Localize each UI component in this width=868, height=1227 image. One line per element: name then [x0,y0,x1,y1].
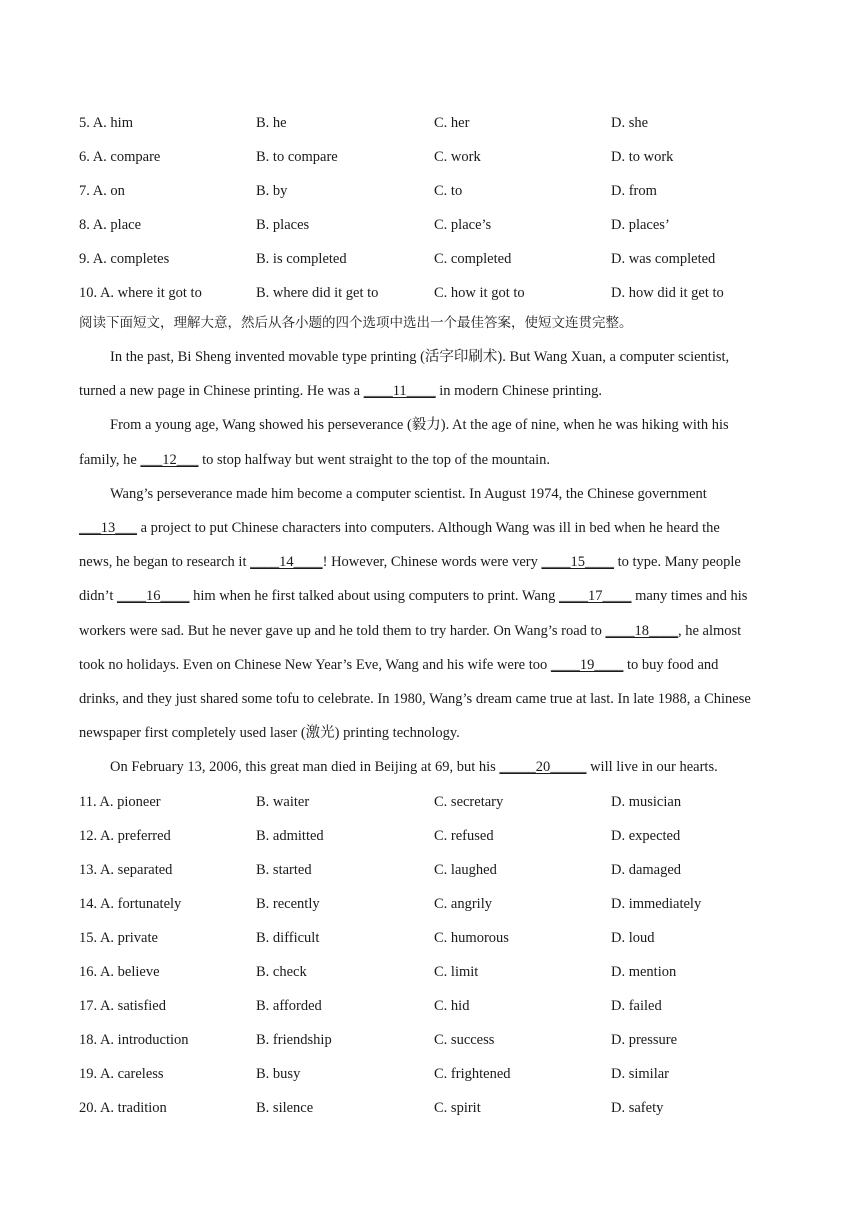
option-d: D. mention [611,963,677,980]
option-d: D. damaged [611,861,682,878]
blank-16: ____16____ [117,588,190,605]
option-c: C. laughed [434,861,497,878]
passage-line: Wang’s perseverance made him become a computer scientist. In August 1974, the Chinese government [110,485,707,502]
passage [79,340,791,785]
question-row [79,106,791,140]
option-a-text: A. fortunately [99,895,182,912]
blank-19: ____19____ [550,656,624,673]
option-c: C. her [434,115,470,131]
option-b: B. check [256,963,307,980]
option-a-text: A. believe [99,963,160,980]
option-a-text: A. him [92,115,133,131]
option-a-text: A. compare [92,149,161,165]
option-d: D. musician [611,793,682,810]
option-a-text: A. where it got to [99,285,202,301]
question-number: 6. [79,149,90,165]
option-d: D. loud [611,929,655,946]
option-b: B. silence [256,1099,314,1116]
question-number: 18. [79,1031,98,1048]
question-number: 19. [79,1065,98,1082]
passage-line: From a young age, Wang showed his perseverance (毅力). At the age of nine, when he was hiking with his [110,417,729,434]
option-b: B. he [256,115,287,131]
option-a [79,853,172,887]
blank-18: ____18____ [605,622,678,639]
question-row [79,819,791,853]
option-d: D. expected [611,827,681,844]
option-c: C. frightened [434,1065,511,1082]
question-row [79,276,791,310]
option-a [79,921,158,955]
option-d: D. places’ [611,217,670,233]
option-a [79,785,161,819]
option-c: C. to [434,183,463,199]
option-b: B. is completed [256,251,347,267]
passage-line: family, he ___12___ to stop halfway but went straight to the top of the mountain. [79,451,551,468]
option-b: B. afforded [256,997,322,1014]
blank-20: _____20_____ [499,759,587,776]
option-b: B. places [256,217,310,233]
passage-line: took no holidays. Even on Chinese New Year’s Eve, Wang and his wife were too ____19____ to buy food and [79,656,719,673]
question-number: 10. [79,285,98,301]
option-b: B. recently [256,895,320,912]
option-c: C. completed [434,251,512,267]
option-a [79,819,171,853]
option-b: B. where did it get to [256,285,379,301]
question-number: 16. [79,963,98,980]
blank-11: ____11____ [363,383,436,400]
question-row [79,921,791,955]
option-d: D. how did it get to [611,285,724,301]
option-b: B. busy [256,1065,301,1082]
passage-paragraph-4 [79,750,791,784]
option-d: D. similar [611,1065,669,1082]
option-a-text: A. satisfied [99,997,166,1014]
option-a [79,955,160,989]
option-b: B. difficult [256,929,320,946]
passage-line: drinks, and they just shared some tofu to celebrate. In 1980, Wang’s dream came true at last. In late 1988, a Chinese [79,691,751,708]
option-b: B. waiter [256,793,310,810]
option-a-text: A. on [92,183,125,199]
option-a-text: A. preferred [99,827,171,844]
option-a-text: A. pioneer [99,793,161,810]
instruction-text: 阅读下面短文，理解大意，然后从各小题的四个选项中选出一个最佳答案，使短文连贯完整。 [79,315,633,331]
option-c: C. angrily [434,895,492,912]
option-c: C. place’s [434,217,492,233]
passage-paragraph-1 [79,340,791,408]
option-d: D. pressure [611,1031,678,1048]
passage-paragraph-2 [79,408,791,476]
blank-14: ____14____ [250,554,323,571]
question-number: 8. [79,217,90,233]
passage-line: turned a new page in Chinese printing. He was a ____11____ in modern Chinese printing. [79,383,602,400]
option-a [79,208,141,242]
option-c: C. hid [434,997,470,1014]
option-a-text: A. tradition [99,1099,167,1116]
option-a [79,887,181,921]
option-b: B. to compare [256,149,338,165]
option-d: D. was completed [611,251,716,267]
option-b: B. by [256,183,288,199]
option-c: C. refused [434,827,494,844]
question-number: 13. [79,861,98,878]
option-a-text: A. introduction [99,1031,189,1048]
option-a [79,276,202,310]
option-a-text: A. separated [99,861,173,878]
option-c: C. humorous [434,929,509,946]
question-row [79,955,791,989]
question-number: 7. [79,183,90,199]
question-number: 11. [79,793,97,810]
option-a [79,140,160,174]
question-number: 5. [79,115,90,131]
blank-17: ____17____ [558,588,632,605]
option-a [79,174,125,208]
option-d: D. she [611,115,649,131]
option-c: C. secretary [434,793,504,810]
question-row [79,1091,791,1125]
question-row [79,208,791,242]
option-a-text: A. private [99,929,158,946]
passage-line: In the past, Bi Sheng invented movable type printing (活字印刷术). But Wang Xuan, a computer scientist, [110,349,730,365]
option-d: D. to work [611,149,674,165]
passage-paragraph-3 [79,477,791,751]
passage-line: news, he began to research it ____14____! However, Chinese words were very ____15____ to type. Many people [79,554,741,571]
option-a [79,1057,164,1091]
option-b: B. friendship [256,1031,332,1048]
passage-line: workers were sad. But he never gave up and he told them to try harder. On Wang’s road to ____18____, he almost [79,622,742,639]
blank-15: ____15____ [541,554,614,571]
option-d: D. safety [611,1099,664,1116]
question-number: 9. [79,251,90,267]
question-row [79,1057,791,1091]
option-a [79,242,169,276]
document-page [79,106,791,1125]
option-c: C. success [434,1031,495,1048]
option-a [79,989,166,1023]
option-a-text: A. place [92,217,142,233]
option-d: D. failed [611,997,662,1014]
question-row [79,140,791,174]
passage-line: newspaper first completely used laser (激光) printing technology. [79,725,460,742]
question-row [79,1023,791,1057]
option-a-text: A. completes [92,251,170,267]
blank-13: ___13___ [79,520,137,537]
option-d: D. immediately [611,895,702,912]
option-c: C. spirit [434,1099,481,1116]
question-row [79,242,791,276]
question-row [79,785,791,819]
option-a [79,1091,167,1125]
question-row [79,989,791,1023]
blank-12: ___12___ [140,451,199,468]
question-number: 14. [79,895,98,912]
question-number: 20. [79,1099,98,1116]
option-d: D. from [611,183,657,199]
question-number: 12. [79,827,98,844]
question-row [79,853,791,887]
passage-line: ___13___ a project to put Chinese characters into computers. Although Wang was ill in bed when he heard the [79,520,720,537]
option-a-text: A. careless [99,1065,164,1082]
question-row [79,174,791,208]
option-a [79,1023,189,1057]
option-c: C. how it got to [434,285,525,301]
question-number: 15. [79,929,98,946]
question-row [79,887,791,921]
option-b: B. admitted [256,827,324,844]
question-list-top [79,106,791,310]
passage-line: On February 13, 2006, this great man died in Beijing at 69, but his _____20_____ will live in our hearts. [110,759,718,776]
question-number: 17. [79,997,98,1014]
passage-line: didn’t ____16____ him when he first talked about using computers to print. Wang ____17____ many times and his [79,588,748,605]
option-c: C. limit [434,963,479,980]
option-c: C. work [434,149,481,165]
question-list-bottom [79,785,791,1125]
option-a [79,106,133,140]
option-b: B. started [256,861,312,878]
